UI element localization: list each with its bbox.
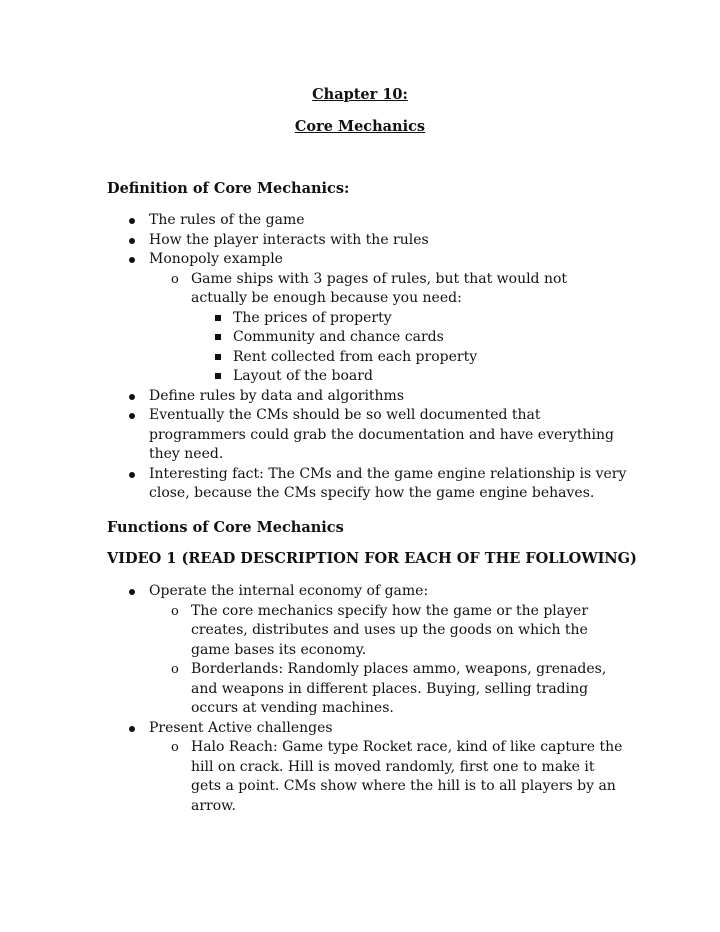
list-item-text: Interesting fact: The CMs and the game engine relationship is very close, because the CMs specify how the game engine behaves. bbox=[149, 465, 627, 501]
list-item bbox=[107, 211, 627, 231]
list-item bbox=[107, 406, 627, 465]
functions-heading: Functions of Core Mechanics bbox=[107, 519, 344, 536]
square-bullet-icon bbox=[215, 354, 221, 360]
square-bullet-icon bbox=[215, 315, 221, 321]
square-bullet-icon bbox=[215, 373, 221, 379]
list-item-text: The rules of the game bbox=[149, 212, 305, 228]
circle-bullet-icon: o bbox=[171, 662, 179, 677]
list-subsubitem bbox=[107, 367, 627, 387]
bullet-icon bbox=[129, 231, 135, 251]
list-item-text: How the player interacts with the rules bbox=[149, 231, 429, 248]
bullet-icon bbox=[129, 406, 135, 426]
list-subsubitem bbox=[107, 348, 627, 368]
list-item-text: Present Active challenges bbox=[149, 719, 333, 736]
list-item bbox=[107, 387, 627, 407]
definition-list bbox=[107, 211, 627, 504]
list-subitem bbox=[107, 738, 627, 816]
list-subitem-text: Borderlands: Randomly places ammo, weapons, grenades, and weapons in different places. Buying, selling trading occurs at vending machines. bbox=[191, 661, 607, 716]
list-item-text: Operate the internal economy of game: bbox=[149, 583, 429, 599]
video-heading: VIDEO 1 (READ DESCRIPTION FOR EACH OF THE FOLLOWING) bbox=[107, 550, 637, 567]
list-subsubitem-text: The prices of property bbox=[233, 309, 392, 326]
bullet-icon bbox=[129, 465, 135, 485]
chapter-title: Chapter 10: bbox=[312, 86, 408, 103]
list-subsubitem bbox=[107, 309, 627, 329]
list-item-text: Eventually the CMs should be so well documented that programmers could grab the documentation and have everything they need. bbox=[149, 407, 614, 462]
list-subitem bbox=[107, 660, 627, 719]
bullet-icon bbox=[129, 211, 135, 231]
bullet-icon bbox=[129, 582, 135, 602]
list-subsubitem bbox=[107, 328, 627, 348]
list-item-text: Define rules by data and algorithms bbox=[149, 387, 405, 404]
list-subsubitem-text: Rent collected from each property bbox=[233, 348, 478, 365]
list-subitem-text: Game ships with 3 pages of rules, but that would not actually be enough because you need: bbox=[191, 270, 568, 306]
circle-bullet-icon: o bbox=[171, 740, 179, 755]
circle-bullet-icon: o bbox=[171, 271, 179, 287]
list-item bbox=[107, 465, 627, 504]
bullet-icon bbox=[129, 719, 135, 739]
list-item-text: Monopoly example bbox=[149, 251, 283, 267]
bullet-icon bbox=[129, 387, 135, 407]
list-item bbox=[107, 250, 627, 270]
list-subsubitem-text: Layout of the board bbox=[233, 368, 373, 384]
definition-heading: Definition of Core Mechanics: bbox=[107, 180, 350, 197]
chapter-subtitle: Core Mechanics bbox=[294, 118, 426, 135]
circle-bullet-icon: o bbox=[171, 603, 179, 619]
list-subitem-text: Halo Reach: Game type Rocket race, kind of like capture the hill on crack. Hill is moved randomly, first one to make it gets a point. CMs show where the hill is to all players by an arrow. bbox=[191, 739, 623, 814]
list-subitem bbox=[107, 270, 627, 309]
bullet-icon bbox=[129, 250, 135, 270]
functions-list bbox=[107, 582, 627, 816]
list-subitem-text: The core mechanics specify how the game or the player creates, distributes and uses up the goods on which the game bases its economy. bbox=[191, 602, 589, 658]
list-subsubitem-text: Community and chance cards bbox=[233, 329, 444, 345]
list-item bbox=[107, 719, 627, 739]
list-item bbox=[107, 231, 627, 251]
list-subitem bbox=[107, 602, 627, 661]
list-item bbox=[107, 582, 627, 602]
square-bullet-icon bbox=[215, 334, 221, 340]
